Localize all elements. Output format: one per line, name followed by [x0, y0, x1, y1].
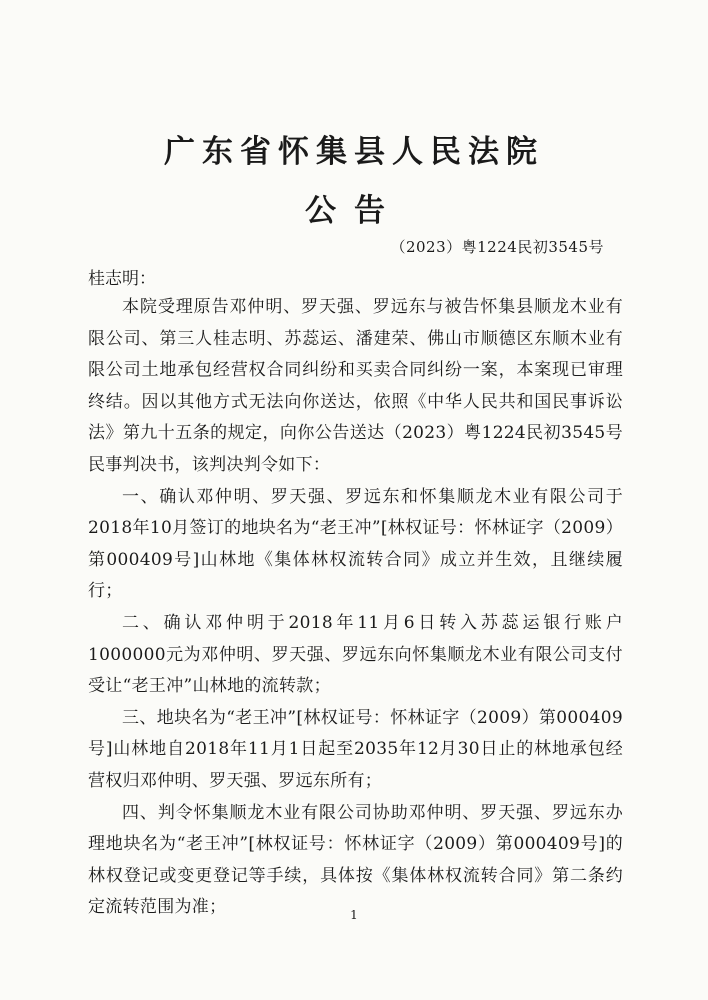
paragraph-ruling-4: 四、判令怀集顺龙木业有限公司协助邓仲明、罗天强、罗远东办理地块名为“老王冲”[林权证号：怀林证字（2009）第000409号]的林权登记或变更登记等手续，具体按《集体林权流转合同》第二条约定流转范围为准；	[88, 802, 623, 918]
paragraph-intro: 本院受理原告邓仲明、罗天强、罗远东与被告怀集县顺龙木业有限公司、第三人桂志明、苏蕊运、潘建荣、佛山市顺德区东顺木业有限公司土地承包经营权合同纠纷和买卖合同纠纷一案，本案现已审理终结。因以其他方式无法向你送达，依照《中华人民共和国民事诉讼法》第九十五条的规定，向你公告送达（2023）粤1224民初3545号民事判决书，该判决判令如下：	[88, 297, 623, 475]
paragraph-ruling-1: 一、确认邓仲明、罗天强、罗远东和怀集顺龙木业有限公司于2018年10月签订的地块名为“老王冲”[林权证号：怀林证字（2009）第000409号]山林地《集体林权流转合同》成立并生效，且继续履行；	[88, 486, 623, 602]
addressee: 桂志明：	[88, 269, 156, 289]
court-name: 广东省怀集县人民法院	[164, 134, 544, 170]
notice-title: 公告	[305, 193, 403, 229]
case-number: （2023）粤1224民初3545号	[390, 238, 604, 256]
notice-body	[88, 292, 623, 924]
paragraph-ruling-2: 二、确认邓仲明于2018年11月6日转入苏蕊运银行账户1000000元为邓仲明、罗天强、罗远东向怀集顺龙木业有限公司支付受让“老王冲”山林地的流转款；	[88, 612, 623, 697]
paragraph-ruling-3: 三、地块名为“老王冲”[林权证号：怀林证字（2009）第000409号]山林地自2018年11月1日起至2035年12月30日止的林地承包经营权归邓仲明、罗天强、罗远东所有；	[88, 707, 623, 791]
page-number: 1	[350, 908, 358, 922]
